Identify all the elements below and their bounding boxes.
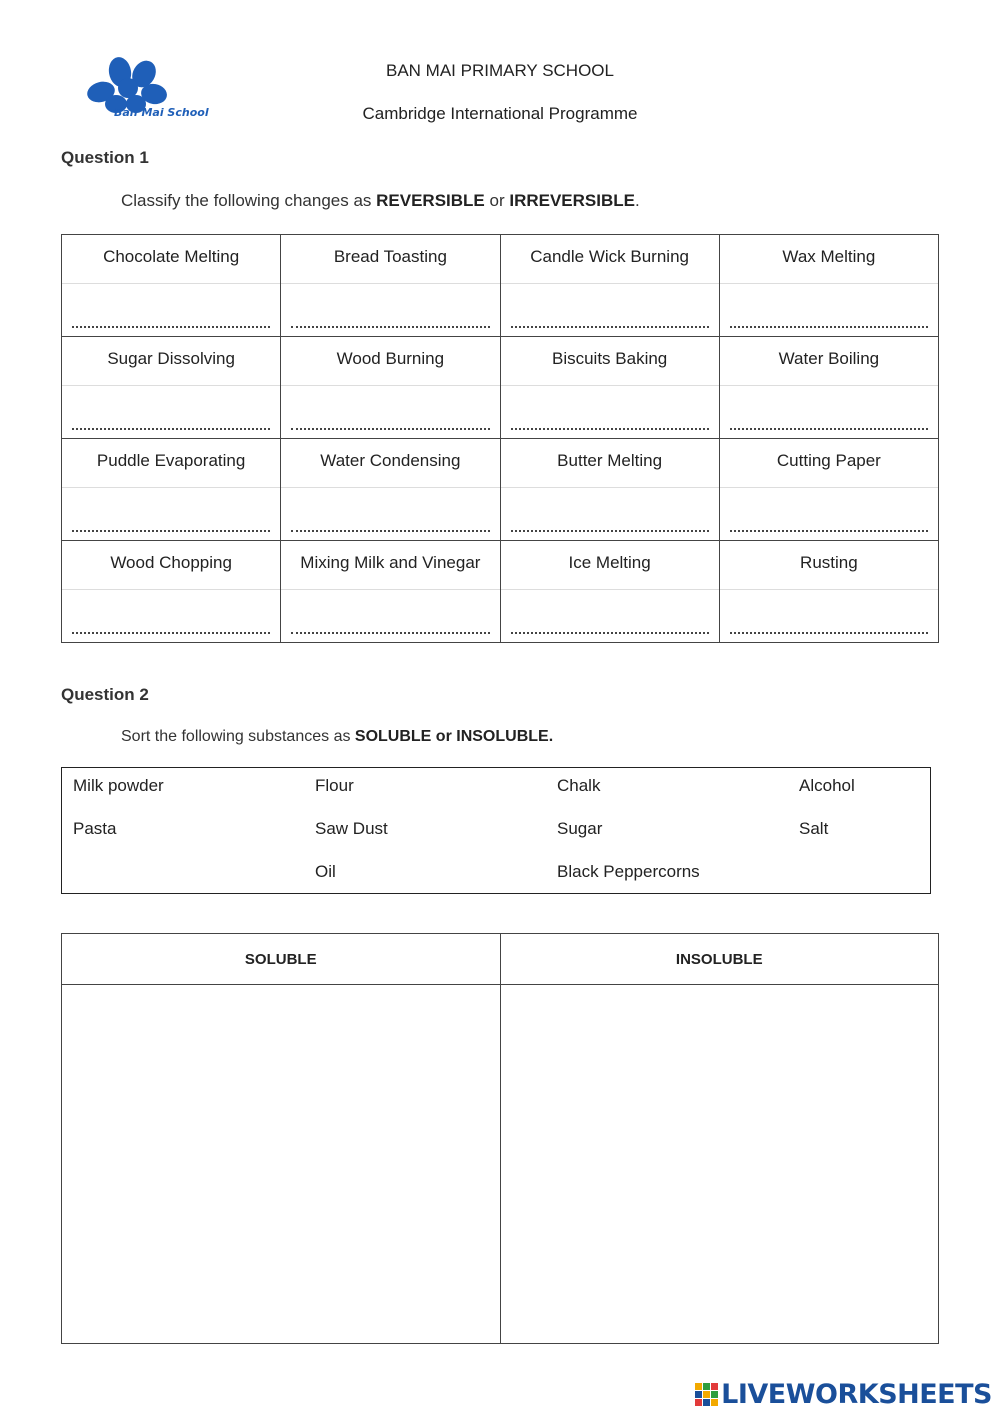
answer-line[interactable] (511, 526, 709, 532)
answer-line[interactable] (72, 628, 270, 634)
change-label: Wax Melting (782, 247, 876, 266)
table-row (62, 439, 939, 541)
answer-line[interactable] (72, 424, 270, 430)
substance-item[interactable]: Saw Dust (315, 819, 388, 838)
classification-table (61, 234, 939, 643)
substance-item[interactable]: Milk powder (73, 776, 164, 795)
change-label: Biscuits Baking (551, 349, 668, 368)
substance-item[interactable]: Alcohol (799, 776, 855, 795)
cell-divider (281, 589, 499, 590)
change-label: Ice Melting (568, 553, 651, 572)
change-cell (281, 235, 500, 337)
cell-divider (501, 283, 719, 284)
soluble-header: SOLUBLE (62, 934, 501, 985)
change-cell (62, 439, 281, 541)
change-cell (500, 541, 719, 643)
change-label: Puddle Evaporating (96, 451, 246, 470)
cell-divider (720, 385, 938, 386)
substance-item[interactable]: Flour (315, 776, 354, 795)
change-label: Chocolate Melting (103, 247, 240, 266)
question-2-instruction: Sort the following substances as SOLUBLE or INSOLUBLE. (121, 728, 554, 745)
change-cell (719, 541, 938, 643)
liveworksheets-logo-icon (695, 1383, 718, 1406)
change-cell (719, 337, 938, 439)
answer-line[interactable] (511, 628, 709, 634)
insoluble-drop-zone[interactable] (500, 985, 939, 1344)
change-label: Butter Melting (557, 451, 663, 470)
liveworksheets-text: LIVEWORKSHEETS (721, 1378, 992, 1410)
change-cell (62, 541, 281, 643)
change-cell (500, 337, 719, 439)
change-label: Water Condensing (320, 451, 461, 470)
answer-line[interactable] (730, 322, 928, 328)
answer-line[interactable] (291, 526, 489, 532)
substance-item[interactable]: Black Peppercorns (557, 862, 700, 881)
substance-item[interactable]: Salt (799, 819, 829, 838)
change-label: Wood Chopping (110, 553, 232, 572)
cell-divider (62, 589, 280, 590)
substances-box (61, 767, 931, 894)
programme-name: Cambridge International Programme (362, 104, 638, 123)
soluble-drop-zone[interactable] (62, 985, 501, 1344)
change-cell (719, 439, 938, 541)
change-cell (281, 541, 500, 643)
answer-line[interactable] (291, 322, 489, 328)
answer-line[interactable] (72, 322, 270, 328)
question-1-heading: Question 1 (61, 148, 149, 167)
cell-divider (281, 385, 499, 386)
change-label: Water Boiling (778, 349, 880, 368)
cell-divider (501, 487, 719, 488)
change-label: Bread Toasting (333, 247, 447, 266)
answer-line[interactable] (730, 526, 928, 532)
substance-item[interactable]: Sugar (557, 819, 603, 838)
answer-line[interactable] (72, 526, 270, 532)
answer-line[interactable] (291, 628, 489, 634)
change-cell (281, 337, 500, 439)
change-label: Candle Wick Burning (530, 247, 689, 266)
school-name: BAN MAI PRIMARY SCHOOL (386, 61, 614, 80)
cell-divider (281, 283, 499, 284)
answer-line[interactable] (511, 322, 709, 328)
cell-divider (62, 487, 280, 488)
liveworksheets-brand (695, 1376, 992, 1412)
table-row (62, 541, 939, 643)
change-cell (500, 235, 719, 337)
cell-divider (720, 487, 938, 488)
change-label: Rusting (800, 553, 858, 572)
change-label: Wood Burning (336, 349, 445, 368)
cell-divider (720, 589, 938, 590)
sort-table (61, 933, 939, 1344)
answer-line[interactable] (730, 628, 928, 634)
table-row (62, 235, 939, 337)
change-cell (62, 235, 281, 337)
change-cell (500, 439, 719, 541)
cell-divider (501, 589, 719, 590)
change-cell (719, 235, 938, 337)
question-2-heading: Question 2 (61, 685, 149, 704)
substance-item[interactable]: Chalk (557, 776, 601, 795)
cell-divider (501, 385, 719, 386)
answer-line[interactable] (730, 424, 928, 430)
change-label: Mixing Milk and Vinegar (300, 553, 481, 572)
answer-line[interactable] (291, 424, 489, 430)
logo-text: Ban Mai School (114, 106, 209, 119)
insoluble-header: INSOLUBLE (500, 934, 939, 985)
cell-divider (62, 283, 280, 284)
substance-item[interactable]: Oil (315, 862, 336, 881)
substance-item[interactable]: Pasta (73, 819, 117, 838)
cell-divider (720, 283, 938, 284)
change-cell (281, 439, 500, 541)
change-label: Sugar Dissolving (107, 349, 235, 368)
cell-divider (281, 487, 499, 488)
table-row (62, 337, 939, 439)
cell-divider (62, 385, 280, 386)
question-1-instruction: Classify the following changes as REVERSIBLE or IRREVERSIBLE. (121, 191, 640, 210)
answer-line[interactable] (511, 424, 709, 430)
change-label: Cutting Paper (776, 451, 881, 470)
change-cell (62, 337, 281, 439)
